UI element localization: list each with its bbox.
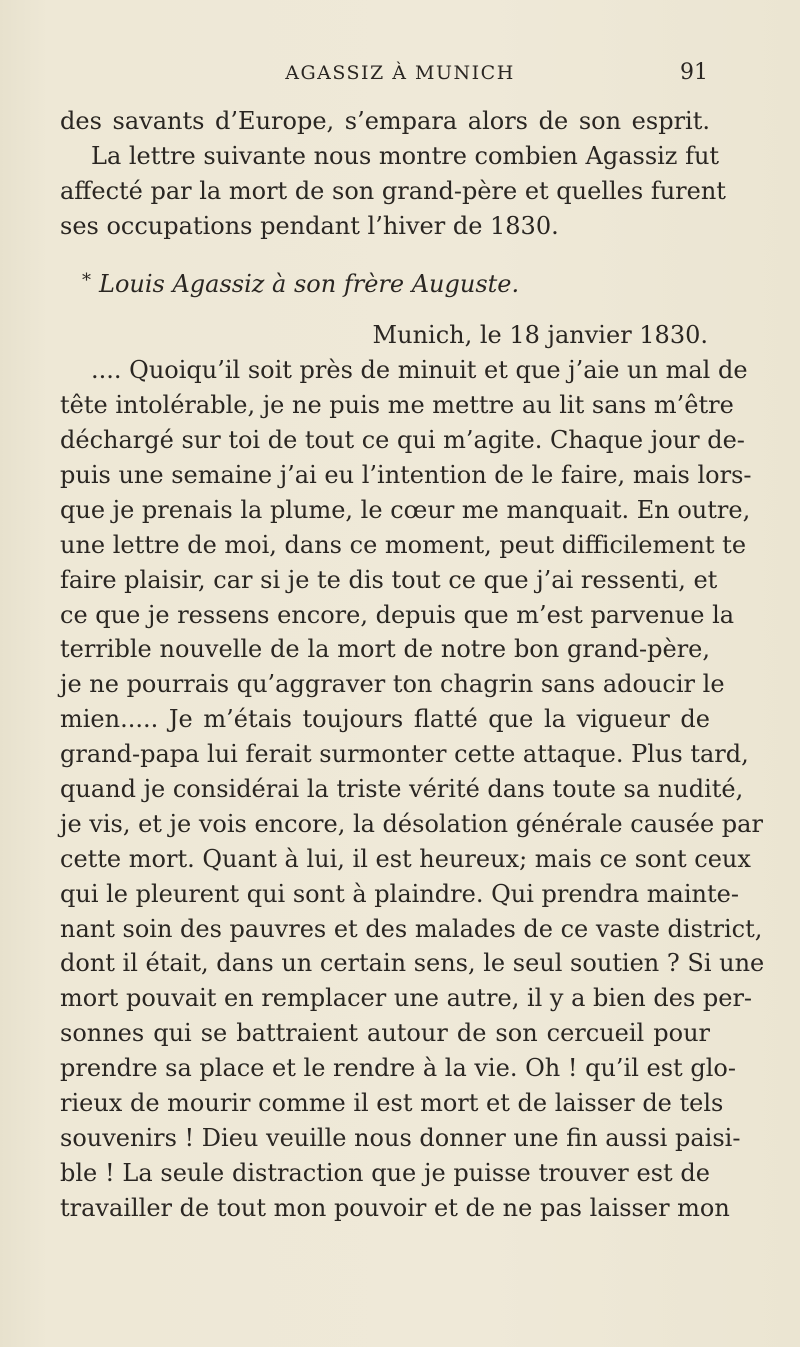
text-line: affecté par la mort de son grand-père et quelles furent	[60, 176, 726, 205]
text-line: mort pouvait en remplacer une autre, il y a bien des per-	[60, 984, 753, 1013]
spacer	[60, 244, 710, 264]
text-line: ble ! La seule distraction que je puisse trouver est de	[60, 1158, 710, 1187]
running-title: AGASSIZ À MUNICH	[285, 62, 515, 84]
text-line: rieux de mourir comme il est mort et de laisser de tels	[60, 1089, 724, 1118]
text-line: .... Quoiqu’il soit près de minuit et que j’aie un mal de	[91, 356, 748, 385]
running-head	[0, 62, 800, 92]
text-line: mien..... Je m’étais toujours flatté que la vigueur de	[60, 705, 710, 734]
page-number: 91	[680, 60, 708, 85]
text-line: que je prenais la plume, le cœur me manquait. En outre,	[60, 495, 751, 524]
dateline: Munich, le 18 janvier 1830.	[372, 321, 708, 350]
text-line: prendre sa place et le rendre à la vie. Oh ! qu’il est glo-	[60, 1054, 736, 1083]
intro-paragraph	[60, 104, 726, 244]
text-line: ce que je ressens encore, depuis que m’est parvenue la	[60, 600, 735, 629]
letter-body	[60, 353, 765, 1225]
spacer	[60, 298, 710, 318]
text-line: cette mort. Quant à lui, il est heureux; mais ce sont ceux	[60, 844, 751, 873]
text-line: qui le pleurent qui sont à plaindre. Qui prendra mainte-	[60, 879, 739, 908]
text-line: dont il était, dans un certain sens, le seul soutien ? Si une	[60, 949, 765, 978]
text-line: souvenirs ! Dieu veuille nous donner une fin aussi paisi-	[60, 1123, 741, 1152]
text-line: faire plaisir, car si je te dis tout ce que j’ai ressenti, et	[60, 565, 718, 594]
text-line: travailler de tout mon pouvoir et de ne pas laisser mon	[60, 1193, 730, 1222]
text-line: terrible nouvelle de la mort de notre bon grand-père,	[60, 635, 710, 664]
text-line: puis une semaine j’ai eu l’intention de le faire, mais lors-	[60, 461, 752, 490]
text-line: quand je considérai la triste vérité dans toute sa nudité,	[60, 775, 744, 804]
letter-heading	[60, 264, 710, 299]
text-line: sonnes qui se battraient autour de son cercueil pour	[60, 1019, 710, 1048]
text-line: je ne pourrais qu’aggraver ton chagrin sans adoucir le	[60, 670, 725, 699]
letter-heading-text: Louis Agassiz à son frère Auguste.	[99, 269, 520, 298]
text-line: nant soin des pauvres et des malades de ce vaste district,	[60, 914, 763, 943]
footnote-marker: *	[82, 269, 91, 291]
text-line: ses occupations pendant l’hiver de 1830.	[60, 211, 559, 240]
text-block	[60, 104, 765, 1226]
text-line: grand-papa lui ferait surmonter cette attaque. Plus tard,	[60, 740, 749, 769]
text-line: une lettre de moi, dans ce moment, peut difficilement te	[60, 530, 747, 559]
text-line: déchargé sur toi de tout ce qui m’agite. Chaque jour de-	[60, 426, 745, 455]
text-line: des savants d’Europe, s’empara alors de son esprit.	[60, 107, 710, 135]
text-line: tête intolérable, je ne puis me mettre au lit sans m’être	[60, 391, 734, 420]
text-line: La lettre suivante nous montre combien Agassiz fut	[91, 141, 720, 170]
text-line: je vis, et je vois encore, la désolation générale causée par	[60, 809, 763, 838]
